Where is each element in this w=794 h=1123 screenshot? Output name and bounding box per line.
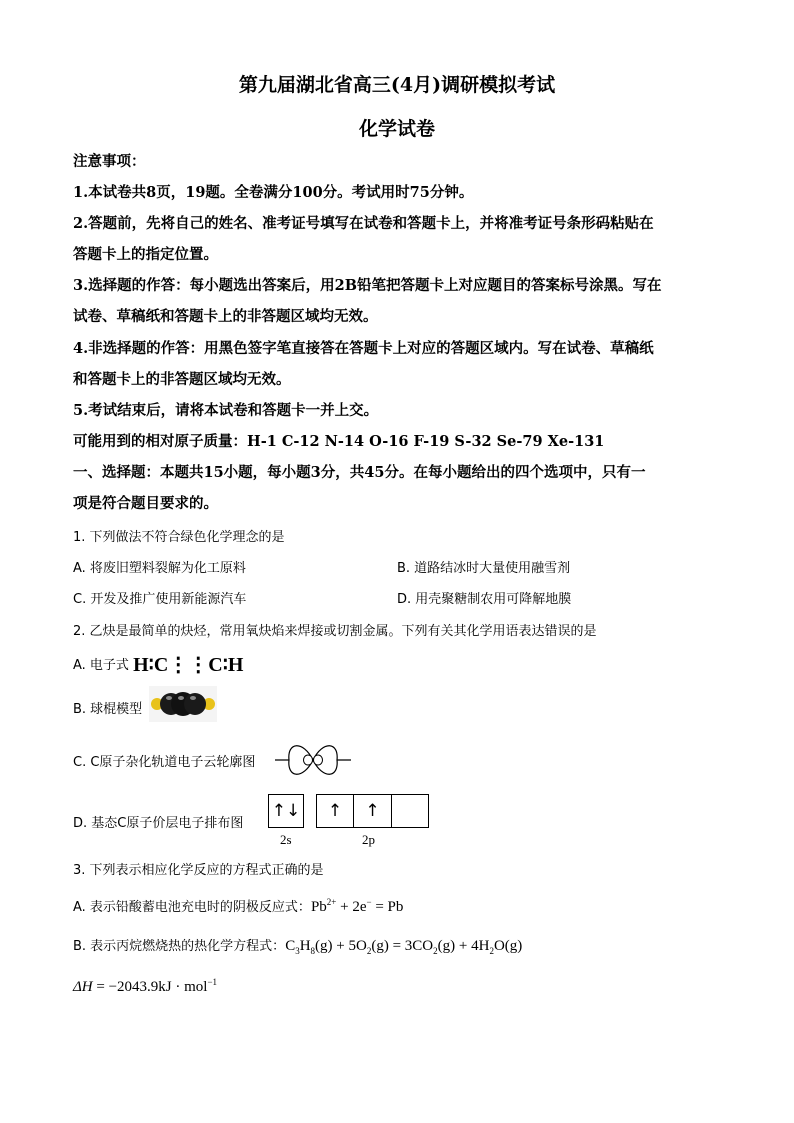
notice-item-4: 4.非选择题的作答：用黑色签字笔直接答在答题卡上对应的答题区域内。写在试卷、草稿纸 xyxy=(73,340,654,357)
q3-option-a-equation: $Pb^{2+} + 2e^- = Pb$ xyxy=(310,897,404,915)
carbon-atom-3 xyxy=(184,693,206,715)
q3-option-a-label: A. 表示铅酸蓄电池充电时的阴极反应式： xyxy=(73,900,311,915)
q2-option-d-label: D. 基态C原子价层电子排布图 xyxy=(73,816,244,831)
section-heading-line2: 项是符合题目要求的。 xyxy=(73,495,218,512)
notice-item-1: 1.本试卷共8页，19题。全卷满分100分。考试用时75分钟。 xyxy=(73,184,474,201)
atomic-masses: 可能用到的相对原子质量：H-1 C-12 N-14 O-16 F-19 S-32 Se-79 Xe-131 xyxy=(73,433,605,450)
notice-item-2-cont: 答题卡上的指定位置。 xyxy=(73,246,218,263)
orbital-2p-box-1: ↑ xyxy=(316,794,354,828)
q3-option-b-label: B. 表示丙烷燃烧热的热化学方程式： xyxy=(73,939,286,954)
q3-option-b xyxy=(73,935,522,956)
q3-option-a xyxy=(73,896,403,916)
notice-item-3: 3.选择题的作答：每小题选出答案后，用2B铅笔把答题卡上对应题目的答案标号涂黑。写在 xyxy=(73,277,662,294)
q2-option-a-label: A. 电子式 xyxy=(73,658,129,673)
q1-option-b: B. 道路结冰时大量使用融雪剂 xyxy=(397,561,571,576)
label-2s: 2s xyxy=(280,832,292,847)
q2-option-a xyxy=(73,652,244,677)
orbital-2p-box-2: ↑ xyxy=(353,794,392,828)
orbital-2s-box: ↑↓ xyxy=(268,794,304,828)
exam-title: 第九届湖北省高三(4月)调研模拟考试 xyxy=(238,74,556,96)
q1-stem: 1. 下列做法不符合绿色化学理念的是 xyxy=(73,530,285,545)
label-2p: 2p xyxy=(362,832,375,847)
notice-item-5: 5.考试结束后，请将本试卷和答题卡一并上交。 xyxy=(73,402,379,419)
q3-option-b-equation: $C_3H_8(g) + 5O_2(g) = 3CO_2(g) + 4H_2O(g)$ xyxy=(285,938,523,956)
q1-option-d: D. 用壳聚糖制农用可降解地膜 xyxy=(397,592,572,607)
orbital-2p-box-3 xyxy=(391,794,429,828)
section-heading-line1: 一、选择题：本题共15小题，每小题3分，共45分。在每小题给出的四个选项中，只有一 xyxy=(73,464,646,481)
q1-option-a: A. 将废旧塑料裂解为化工原料 xyxy=(73,561,246,576)
notice-item-3-cont: 试卷、草稿纸和答题卡上的非答题区域均无效。 xyxy=(73,308,378,325)
q1-option-c: C. 开发及推广使用新能源汽车 xyxy=(73,592,247,607)
hybrid-orbital-image xyxy=(273,738,353,782)
notice-heading: 注意事项： xyxy=(73,153,146,170)
ball-stick-model-image xyxy=(149,686,217,722)
exam-subject: 化学试卷 xyxy=(358,118,435,140)
notice-item-2: 2.答题前，先将自己的姓名、准考证号填写在试卷和答题卡上，并将准考证号条形码粘贴在 xyxy=(73,215,654,232)
electron-formula: H∶C⋮⋮C∶H xyxy=(133,654,244,676)
q2-stem: 2. 乙炔是最简单的炔烃，常用氧炔焰来焊接或切割金属。下列有关其化学用语表达错误的是 xyxy=(73,624,597,639)
q2-option-b-label: B. 球棍模型 xyxy=(73,702,143,717)
q2-option-c-label: C. C原子杂化轨道电子云轮廓图 xyxy=(73,755,256,770)
q3-enthalpy: ΔH = −2043.9kJ · mol$^{-1}$ xyxy=(73,977,218,995)
q3-stem: 3. 下列表示相应化学反应的方程式正确的是 xyxy=(73,863,324,878)
notice-item-4-cont: 和答题卡上的非答题区域均无效。 xyxy=(73,371,291,388)
